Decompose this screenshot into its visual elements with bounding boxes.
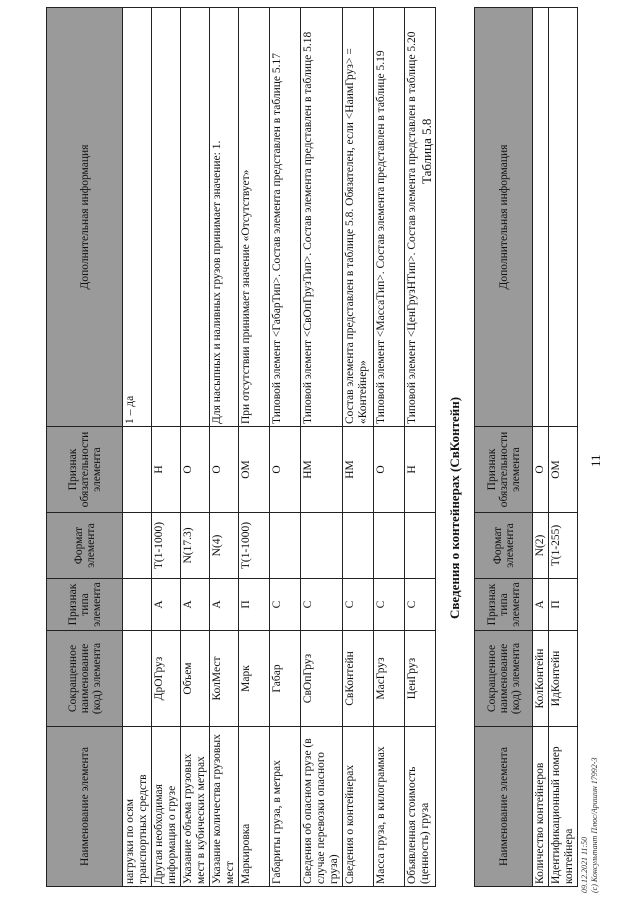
cell-name: Масса груза, в килограммах (374, 727, 405, 887)
header-info: Дополнительная информация (475, 8, 533, 427)
cell-code: СвКонтейн (343, 631, 374, 727)
table-row (374, 8, 405, 887)
table-row (181, 8, 210, 887)
cell-name: Габариты груза, в метрах (270, 727, 301, 887)
table-row (301, 8, 343, 887)
cell-type: А (152, 579, 181, 631)
header-name: Наименование элемента (47, 727, 123, 887)
cell-format: N(2) (533, 513, 549, 579)
cell-type: П (239, 579, 270, 631)
cell-name: Количество контейнеров (533, 727, 549, 887)
cell-required: ОМ (549, 427, 578, 513)
cell-info (152, 8, 181, 427)
cell-info: Для насыпных и наливных грузов принимает значение: 1. (210, 8, 239, 427)
cell-required: Н (405, 427, 436, 513)
cell-name: Идентификационный номер контейнера (549, 727, 578, 887)
cell-required: О (210, 427, 239, 513)
cell-required: О (270, 427, 301, 513)
cell-format: T(1-1000) (239, 513, 270, 579)
cell-required: НМ (343, 427, 374, 513)
cell-format (301, 513, 343, 579)
cell-code: ЦенГруз (405, 631, 436, 727)
table-row (343, 8, 374, 887)
cell-info (181, 8, 210, 427)
cell-code: МасГруз (374, 631, 405, 727)
containers-table (474, 7, 578, 887)
cell-required: ОМ (239, 427, 270, 513)
document-footer (580, 758, 600, 893)
cell-format (405, 513, 436, 579)
cell-code: ДрОГруз (152, 631, 181, 727)
cell-info: Типовой элемент <ГабарТип>. Состав элемента представлен в таблице 5.17 (270, 8, 301, 427)
cell-name: Сведения о контейнерах (343, 727, 374, 887)
cell-format: N(4) (210, 513, 239, 579)
cell-type: А (210, 579, 239, 631)
header-format: Формат элемента (47, 513, 123, 579)
cell-format (374, 513, 405, 579)
table-caption: Таблица 5.8 (419, 118, 434, 184)
cell-code: СвОпГруз (301, 631, 343, 727)
cell-type: С (343, 579, 374, 631)
cell-code: КолКонтейн (533, 631, 549, 727)
cell-type: А (533, 579, 549, 631)
header-format: Формат элемента (475, 513, 533, 579)
table-row (549, 8, 578, 887)
cell-required: НМ (301, 427, 343, 513)
cell-type: С (270, 579, 301, 631)
table-row (152, 8, 181, 887)
cell-info: Типовой элемент <МассаТип>. Состав элемента представлен в таблице 5.19 (374, 8, 405, 427)
cell-info: 1 – да (123, 8, 152, 427)
cell-type: С (405, 579, 436, 631)
footer-source: (с) Консультант Плюс/Аришин 17992-3 (590, 757, 599, 893)
cell-info: Типовой элемент <СвОпГрузТип>. Состав элемента представлен в таблице 5.18 (301, 8, 343, 427)
cell-code: Габар (270, 631, 301, 727)
footer-timestamp: 09.12.2021 11:50 (580, 836, 589, 893)
cell-type: А (181, 579, 210, 631)
table-row (123, 8, 152, 887)
cell-type: П (549, 579, 578, 631)
table-row (533, 8, 549, 887)
header-type: Признак типа элемента (47, 579, 123, 631)
header-required: Признак обязательности элемента (47, 427, 123, 513)
cell-required (123, 427, 152, 513)
cell-name: Объявленная стоимость (ценность) груза (405, 727, 436, 887)
elements-table (46, 7, 436, 887)
cell-format (123, 513, 152, 579)
table-title: Сведения о контейнерах (СвКонтейн) (447, 396, 462, 619)
header-type: Признак типа элемента (475, 579, 533, 631)
cell-format (270, 513, 301, 579)
cell-name: Другая необходимая информация о грузе (152, 727, 181, 887)
cell-info (533, 8, 549, 427)
cell-format (343, 513, 374, 579)
header-code: Сокращенное наименование (код) элемента (47, 631, 123, 727)
cell-name: нагрузки по осям транспортных средств (123, 727, 152, 887)
cell-info (549, 8, 578, 427)
cell-type (123, 579, 152, 631)
cell-info: Состав элемента представлен в таблице 5.8. Обязателен, если <НаимГруз> = «Контейнер» (343, 8, 374, 427)
cell-format: N(17.3) (181, 513, 210, 579)
header-code: Сокращенное наименование (код) элемента (475, 631, 533, 727)
cell-type: С (301, 579, 343, 631)
header-required: Признак обязательности элемента (475, 427, 533, 513)
cell-type: С (374, 579, 405, 631)
cell-required: Н (152, 427, 181, 513)
cell-required: О (181, 427, 210, 513)
header-name: Наименование элемента (475, 727, 533, 887)
cell-code (123, 631, 152, 727)
page-number: 11 (588, 454, 603, 467)
table-row (210, 8, 239, 887)
table-row (270, 8, 301, 887)
cell-required: О (533, 427, 549, 513)
cell-format: T(1-1000) (152, 513, 181, 579)
table-row (239, 8, 270, 887)
cell-code: Объем (181, 631, 210, 727)
cell-name: Сведения об опасном грузе (в случае перевозки опасного груза) (301, 727, 343, 887)
cell-code: Марк (239, 631, 270, 727)
cell-code: КолМест (210, 631, 239, 727)
cell-info: При отсутствии принимает значение «Отсутствует» (239, 8, 270, 427)
cell-name: Указание объема грузовых мест в кубических метрах (181, 727, 210, 887)
cell-info: Типовой элемент <ЦенГрузНТип>. Состав элемента представлен в таблице 5.20 (405, 8, 436, 427)
cell-required: О (374, 427, 405, 513)
cell-name: Указание количества грузовых мест (210, 727, 239, 887)
header-info: Дополнительная информация (47, 8, 123, 427)
cell-code: ИдКонтейн (549, 631, 578, 727)
cell-name: Маркировка (239, 727, 270, 887)
cell-format: T(1-255) (549, 513, 578, 579)
